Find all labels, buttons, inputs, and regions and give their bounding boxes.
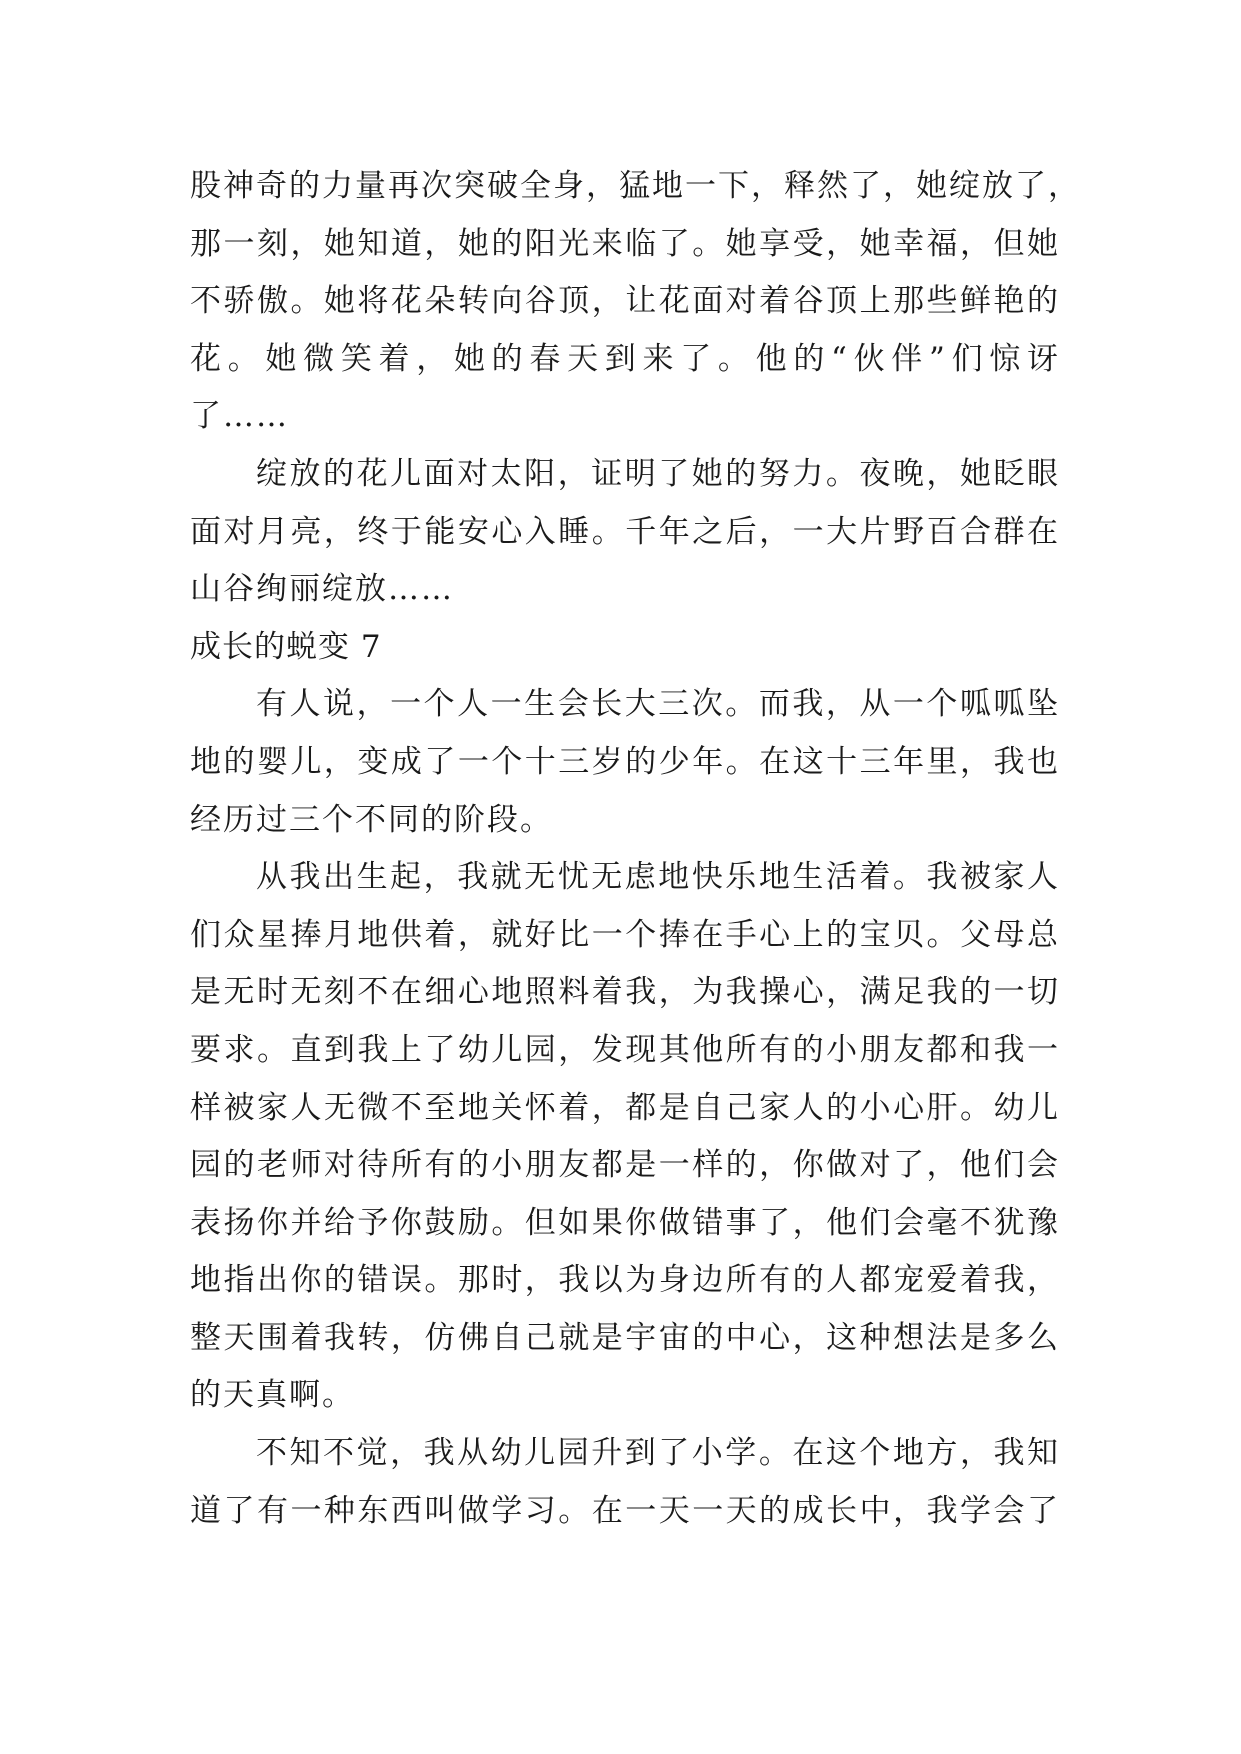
paragraph-4 — [190, 849, 1060, 1425]
text-line: 不骄傲。她将花朵转向谷顶，让花面对着谷顶上那些鲜艳的 — [190, 283, 1060, 320]
text-line: 股神奇的力量再次突破全身，猛地一下，释然了，她绽放了， — [190, 168, 1081, 204]
text-line: 园的老师对待所有的小朋友都是一样的，你做对了，他们会 — [190, 1147, 1060, 1184]
document-page — [190, 158, 1081, 1540]
text-line: 表扬你并给予你鼓励。但如果你做错事了，他们会毫不犹豫 — [190, 1204, 1060, 1241]
text-line: 道了有一种东西叫做学习。在一天一天的成长中，我学会了 — [190, 1492, 1060, 1529]
text-line: 是无时无刻不在细心地照料着我，为我操心，满足我的一切 — [190, 974, 1060, 1011]
text-line: 山谷绚丽绽放…… — [190, 571, 454, 608]
text-line: 从我出生起，我就无忧无虑地快乐地生活着。我被家人 — [256, 859, 1060, 896]
text-line: 那一刻，她知道，她的阳光来临了。她享受，她幸福，但她 — [190, 225, 1060, 262]
text-line: 样被家人无微不至地关怀着，都是自己家人的小心肝。幼儿 — [190, 1089, 1060, 1126]
section-title: 成长的蜕变 7 — [190, 628, 382, 665]
text-line: 地的婴儿，变成了一个十三岁的少年。在这十三年里，我也 — [190, 743, 1060, 780]
text-line: 整天围着我转，仿佛自己就是宇宙的中心，这种想法是多么 — [190, 1319, 1060, 1356]
paragraph-5 — [190, 1425, 1060, 1540]
text-line: 的天真啊。 — [190, 1377, 355, 1414]
text-line: 花。她微笑着，她的春天到来了。他的“伙伴”们惊讶 — [190, 340, 1060, 377]
text-line: 绽放的花儿面对太阳，证明了她的努力。夜晚，她眨眼 — [256, 455, 1060, 492]
paragraph-1 — [190, 158, 1081, 446]
paragraph-2 — [190, 446, 1060, 619]
text-line: 了…… — [190, 398, 289, 435]
text-line: 面对月亮，终于能安心入睡。千年之后，一大片野百合群在 — [190, 513, 1060, 550]
text-line: 要求。直到我上了幼儿园，发现其他所有的小朋友都和我一 — [190, 1031, 1060, 1068]
text-line: 经历过三个不同的阶段。 — [190, 801, 553, 838]
text-line: 地指出你的错误。那时，我以为身边所有的人都宠爱着我， — [190, 1262, 1060, 1299]
text-line: 们众星捧月地供着，就好比一个捧在手心上的宝贝。父母总 — [190, 916, 1060, 953]
text-line: 不知不觉，我从幼儿园升到了小学。在这个地方，我知 — [256, 1435, 1060, 1472]
text-line: 有人说，一个人一生会长大三次。而我，从一个呱呱坠 — [256, 686, 1060, 723]
paragraph-3 — [190, 676, 1060, 849]
section-heading — [190, 619, 1060, 677]
